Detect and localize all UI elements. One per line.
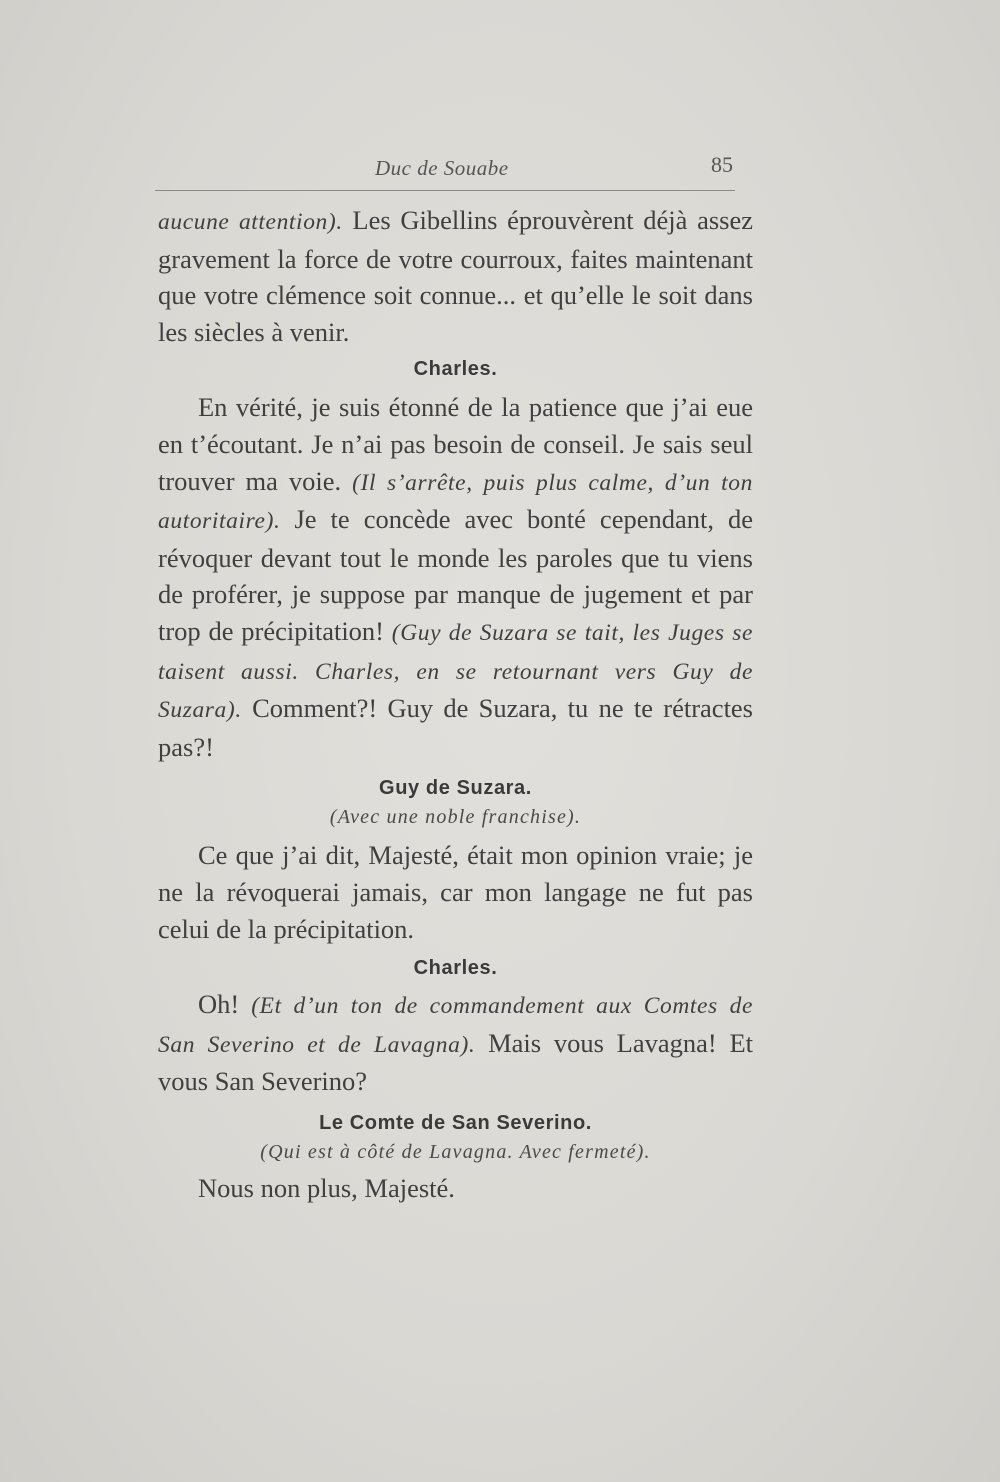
stage-direction: (Il s’arrête, puis plus calme, d’un ton autoritaire). <box>158 469 753 535</box>
speaker-name: Charles. <box>413 358 498 381</box>
stage-direction: (Et d’un ton de commandement aux Comtes de San Severino et de Lavagna). <box>158 993 753 1058</box>
dialogue-text: Les Gibellins éprouvèrent déjà assez gravement la force de votre courroux, faites maintenant que votre clémence soit connue... et qu’elle le soit dans les siècles à venir. <box>158 205 753 347</box>
dialogue-text: En vérité, je suis étonné de la patience que j’ai eue en t’écoutant. Je n’ai pas besoin de conseil. Je sais seul trouver ma voie. <box>158 392 753 496</box>
dialogue-paragraph <box>158 389 753 765</box>
dialogue-paragraph: Nous non plus, Majesté. <box>198 1172 455 1203</box>
stage-direction: aucune attention). <box>158 209 343 235</box>
stage-direction: (Avec une noble franchise). <box>329 806 582 829</box>
stage-direction: (Qui est à côté de Lavagna. Avec fermeté). <box>260 1140 651 1163</box>
dialogue-text: Je te concède avec bonté cependant, de révoquer devant tout le monde les paroles que tu viens de proférer, je suppose par manque de jugement et par trop de précipitation! <box>158 504 753 646</box>
running-title: Duc de Souabe <box>375 156 509 180</box>
speaker-name: Charles. <box>413 957 498 980</box>
dialogue-text: Comment?! Guy de Suzara, tu ne te rétractes pas?! <box>158 693 753 762</box>
dialogue-paragraph: Ce que j’ai dit, Majesté, était mon opinion vraie; je ne la révoquerai jamais, car mon langage ne fut pas celui de la précipitation. <box>158 840 753 944</box>
dialogue-text: Mais vous Lavagna! Et vous San Severino? <box>158 1027 753 1097</box>
stage-direction: (Guy de Suzara se tait, les Juges se taisent aussi. Charles, en se retournant vers Guy de Suzara). <box>158 619 753 724</box>
page-number: 85 <box>711 152 733 177</box>
running-header <box>155 150 735 191</box>
main-text <box>158 202 753 1206</box>
speaker-name: Guy de Suzara. <box>379 777 532 800</box>
speaker-name: Le Comte de San Severino. <box>319 1111 592 1134</box>
dialogue-text: Oh! <box>198 989 252 1020</box>
dialogue-paragraph <box>158 986 753 1100</box>
paragraph-continuation <box>158 202 753 350</box>
